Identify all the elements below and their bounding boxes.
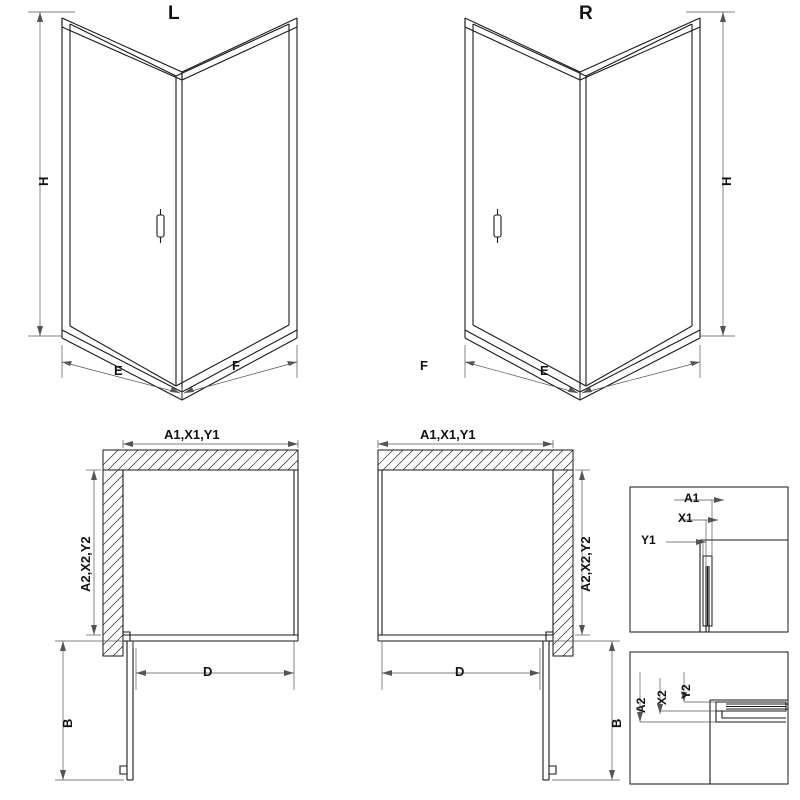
iso-right-title: R — [579, 3, 593, 24]
detail-view-bottom — [630, 652, 788, 784]
detail-view-top — [630, 487, 788, 632]
iso-left-width-label-f: F — [232, 358, 240, 373]
plan-view-right — [378, 440, 620, 780]
detail-top-label-y1: Y1 — [641, 533, 656, 547]
plan-left-d-label: D — [203, 664, 213, 679]
plan-right-top-label: A1,X1,Y1 — [420, 427, 476, 442]
iso-view-left — [28, 12, 297, 400]
plan-view-left — [55, 440, 298, 780]
detail-top-label-a1: A1 — [684, 491, 700, 505]
detail-top-label-x1: X1 — [678, 511, 693, 525]
iso-view-right — [465, 12, 735, 400]
iso-right-width-label-e: E — [540, 363, 549, 378]
plan-right-d-label: D — [455, 664, 465, 679]
iso-right-height-label: H — [719, 176, 734, 186]
detail-bottom-label-a2: A2 — [634, 697, 648, 713]
plan-left-side-label: A2,X2,Y2 — [78, 536, 93, 592]
plan-right-side-label: A2,X2,Y2 — [578, 536, 593, 592]
iso-left-width-label-e: E — [114, 363, 123, 378]
plan-left-top-label: A1,X1,Y1 — [164, 427, 220, 442]
plan-right-b-label: B — [609, 718, 624, 728]
iso-left-title: L — [168, 3, 180, 24]
detail-bottom-label-x2: X2 — [655, 690, 669, 705]
iso-right-width-label-f: F — [420, 358, 428, 373]
iso-left-height-label: H — [36, 176, 51, 186]
plan-left-b-label: B — [60, 718, 75, 728]
detail-bottom-label-y2: Y2 — [679, 684, 693, 699]
